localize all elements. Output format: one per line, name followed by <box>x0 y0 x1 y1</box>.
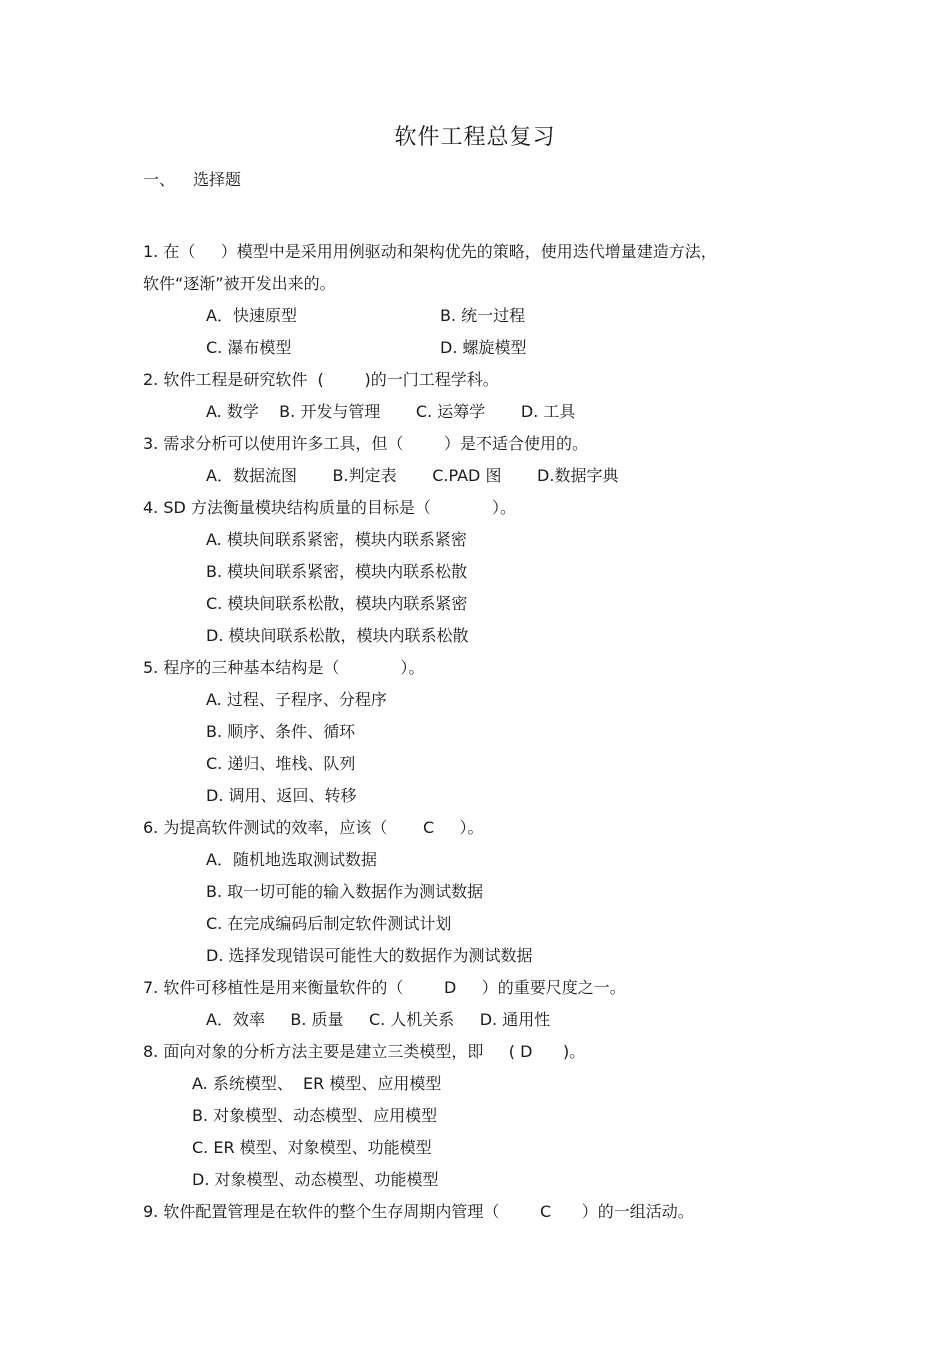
question-5-option-c: C. 递归、堆栈、队列 <box>206 754 356 773</box>
question-5-option-b: B. 顺序、条件、循环 <box>206 722 356 741</box>
question-5-stem: 5. 程序的三种基本结构是（ ）。 <box>143 658 425 677</box>
question-2-options: A. 数学 B. 开发与管理 C. 运筹学 D. 工具 <box>206 402 576 421</box>
question-6-option-d: D. 选择发现错误可能性大的数据作为测试数据 <box>206 946 533 965</box>
question-1-option-b: B. 统一过程 <box>440 306 526 325</box>
question-1-stem-line-2: 软件“逐渐”被开发出来的。 <box>143 274 336 293</box>
question-7-options: A．效率 B. 质量 C. 人机关系 D. 通用性 <box>206 1010 551 1029</box>
question-1-option-c: C. 瀑布模型 <box>206 338 292 357</box>
question-8-option-b: B. 对象模型、动态模型、应用模型 <box>192 1106 438 1125</box>
section-number: 一、 <box>143 170 176 189</box>
section-label: 选择题 <box>193 170 242 189</box>
question-4-option-a: A. 模块间联系紧密，模块内联系紧密 <box>206 530 467 549</box>
question-1-option-d: D. 螺旋模型 <box>440 338 527 357</box>
question-6-option-c: C. 在完成编码后制定软件测试计划 <box>206 914 452 933</box>
question-4-stem: 4. SD 方法衡量模块结构质量的目标是（ ）。 <box>143 498 516 517</box>
question-6-stem: 6. 为提高软件测试的效率，应该（ C ）。 <box>143 818 484 837</box>
question-3-stem: 3. 需求分析可以使用许多工具，但（ ）是不适合使用的。 <box>143 434 589 453</box>
page-title: 软件工程总复习 <box>394 125 556 150</box>
question-6-option-a: A．随机地选取测试数据 <box>206 850 377 869</box>
question-3-options: A．数据流图 B.判定表 C.PAD 图 D.数据字典 <box>206 466 619 485</box>
question-8-option-c: C. ER 模型、对象模型、功能模型 <box>192 1138 432 1157</box>
question-6-option-b: B. 取一切可能的输入数据作为测试数据 <box>206 882 484 901</box>
question-8-option-a: A. 系统模型、 ER 模型、应用模型 <box>192 1074 442 1093</box>
question-2-stem: 2. 软件工程是研究软件 ( )的一门工程学科。 <box>143 370 499 389</box>
question-5-option-d: D. 调用、返回、转移 <box>206 786 357 805</box>
section-heading <box>143 168 241 192</box>
question-4-option-b: B. 模块间联系紧密，模块内联系松散 <box>206 562 468 581</box>
question-4-option-d: D. 模块间联系松散，模块内联系松散 <box>206 626 469 645</box>
question-8-stem: 8. 面向对象的分析方法主要是建立三类模型，即 ( D )。 <box>143 1042 586 1061</box>
question-4-option-c: C. 模块间联系松散，模块内联系紧密 <box>206 594 468 613</box>
question-7-stem: 7. 软件可移植性是用来衡量软件的（ D ）的重要尺度之一。 <box>143 978 626 997</box>
question-5-option-a: A. 过程、子程序、分程序 <box>206 690 387 709</box>
question-8-option-d: D. 对象模型、动态模型、功能模型 <box>192 1170 439 1189</box>
question-9-stem: 9. 软件配置管理是在软件的整个生存周期内管理（ C ）的一组活动。 <box>143 1202 694 1221</box>
question-1-stem-line-1: 1. 在（ ）模型中是采用用例驱动和架构优先的策略，使用迭代增量建造方法， <box>143 242 717 261</box>
question-1-option-a: A．快速原型 <box>206 306 297 325</box>
